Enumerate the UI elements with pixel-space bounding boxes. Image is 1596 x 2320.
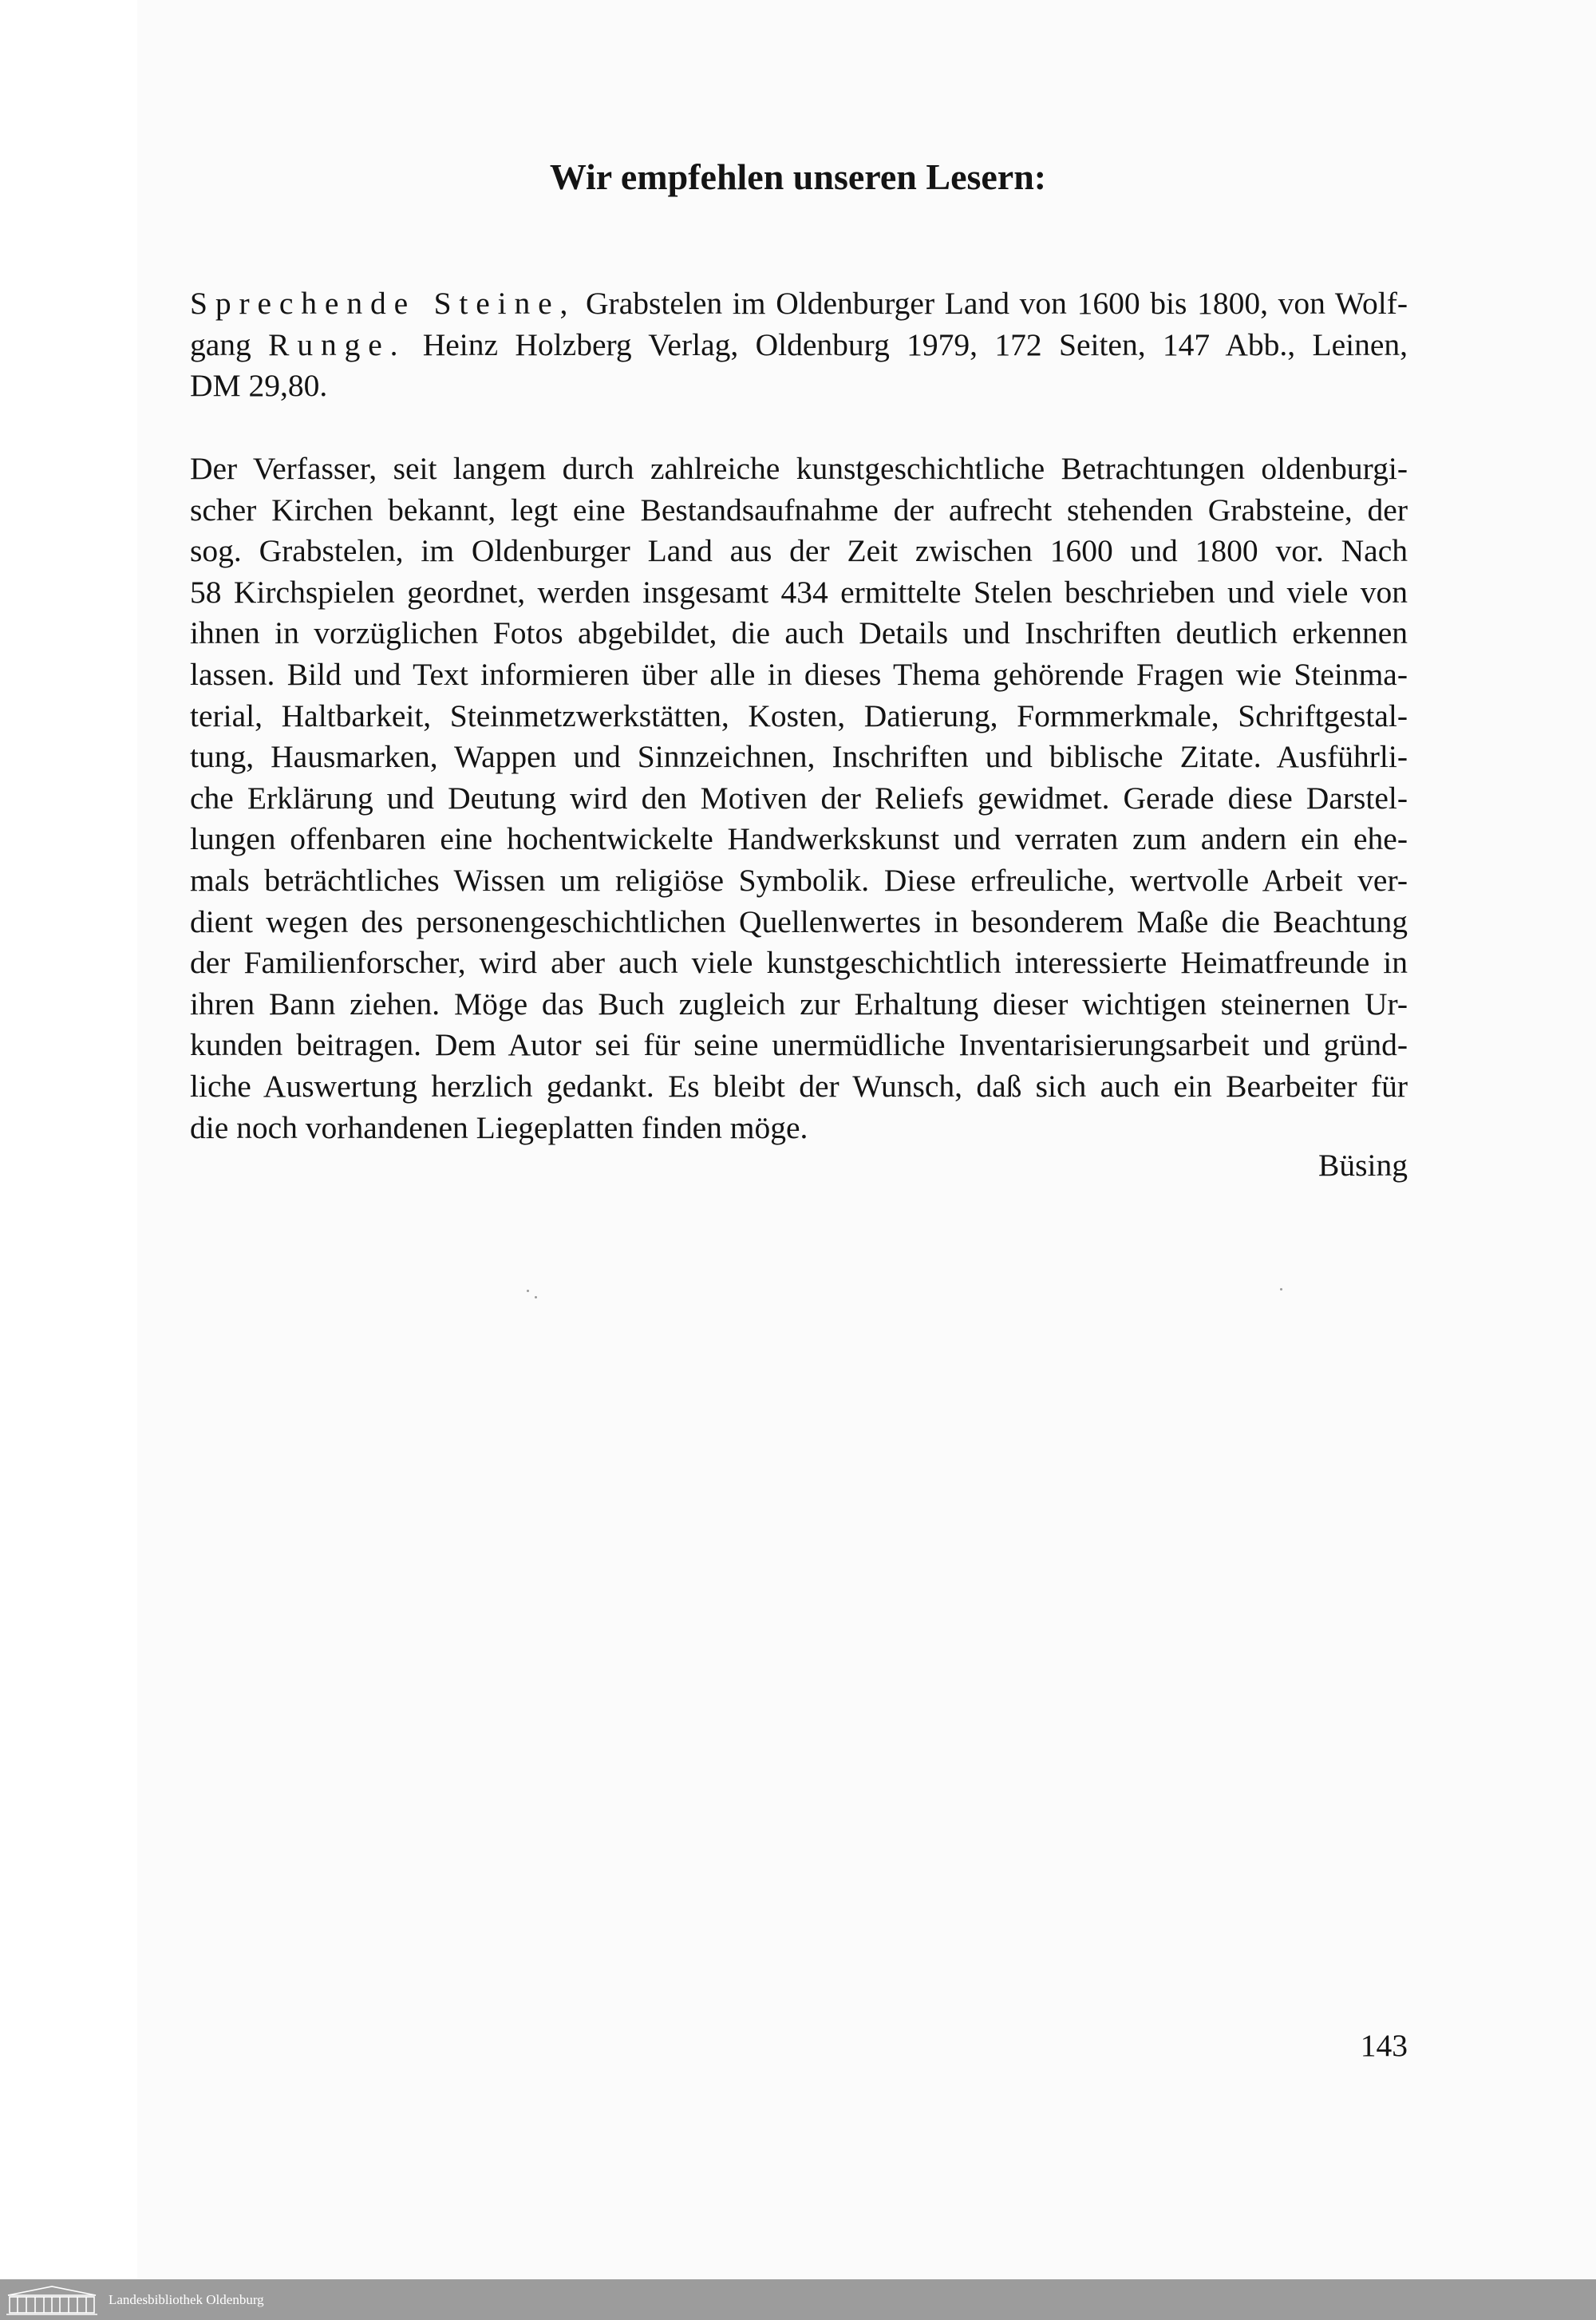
page-title: Wir empfehlen unseren Lesern: <box>549 156 1047 197</box>
review-line: dient wegen des personengeschichtlichen Quellenwertes in besonderem Maße die Beachtung <box>190 903 1408 939</box>
review-line: sog. Grabstelen, im Oldenburger Land aus der Zeit zwischen 1600 und 1800 vor. Nach <box>190 533 1408 569</box>
review-text <box>190 449 1408 1148</box>
review-line: liche Auswertung herzlich gedankt. Es bleibt der Wunsch, daß sich auch ein Bearbeiter für <box>190 1068 1408 1104</box>
bibliography-price: DM 29,80. <box>190 368 328 404</box>
review-line: tung, Hausmarken, Wappen und Sinnzeichnen, Inschriften und biblische Zitate. Ausführli- <box>190 739 1408 775</box>
library-building-icon <box>5 2284 99 2316</box>
library-footer <box>0 2279 1596 2320</box>
review-line: che Erklärung und Deutung wird den Motiven der Reliefs gewidmet. Gerade diese Darstel- <box>190 780 1408 816</box>
library-name: Landesbibliothek Oldenburg <box>109 2291 264 2307</box>
page-number: 143 <box>1360 2028 1408 2063</box>
author-name: Runge. <box>268 326 406 362</box>
bibliography-line-1: Sprechende Steine, Grabstelen im Oldenburger Land von 1600 bis 1800, von Wolf- <box>190 286 1408 321</box>
review-line: lungen offenbaren eine hochentwickelte Handwerkskunst und verraten zum andern ein ehe- <box>190 821 1408 857</box>
book-title: Sprechende Steine, <box>190 286 576 321</box>
review-line: mals beträchtliches Wissen um religiöse Symbolik. Diese erfreuliche, wertvolle Arbeit ver- <box>190 862 1408 898</box>
review-line: Der Verfasser, seit langem durch zahlreiche kunstgeschichtliche Betrachtungen oldenburgi- <box>190 451 1408 486</box>
scan-speck <box>527 1290 529 1292</box>
review-line: der Familienforscher, wird aber auch viele kunstgeschichtlich interessierte Heimatfreunde in <box>190 945 1408 981</box>
review-line: ihnen in vorzüglichen Fotos abgebildet, die auch Details und Inschriften deutlich erkennen <box>190 615 1408 651</box>
review-line: terial, Haltbarkeit, Steinmetzwerkstätten, Kosten, Datierung, Formmerkmale, Schriftgestal- <box>190 698 1408 733</box>
review-line: ihren Bann ziehen. Möge das Buch zugleich zur Erhaltung dieser wichtigen steinernen Ur- <box>190 986 1408 1022</box>
scan-speck <box>535 1296 537 1298</box>
review-line-last: die noch vorhandenen Liegeplatten finden möge. <box>190 1109 808 1145</box>
review-line: kunden beitragen. Dem Autor sei für seine unermüdliche Inventarisierungsarbeit und gründ- <box>190 1027 1408 1063</box>
scan-speck <box>1280 1288 1282 1290</box>
review-line: scher Kirchen bekannt, legt eine Bestandsaufnahme der aufrecht stehenden Grabsteine, der <box>190 492 1408 528</box>
review-signature: Büsing <box>1318 1148 1408 1183</box>
review-line: 58 Kirchspielen geordnet, werden insgesamt 434 ermittelte Stelen beschrieben und viele von <box>190 574 1408 610</box>
review-line: lassen. Bild und Text informieren über alle in dieses Thema gehörende Fragen wie Steinma- <box>190 656 1408 692</box>
bibliography-entry <box>190 283 1408 407</box>
bibliography-line-2: gang Runge. Heinz Holzberg Verlag, Oldenburg 1979, 172 Seiten, 147 Abb., Leinen, <box>190 326 1408 362</box>
